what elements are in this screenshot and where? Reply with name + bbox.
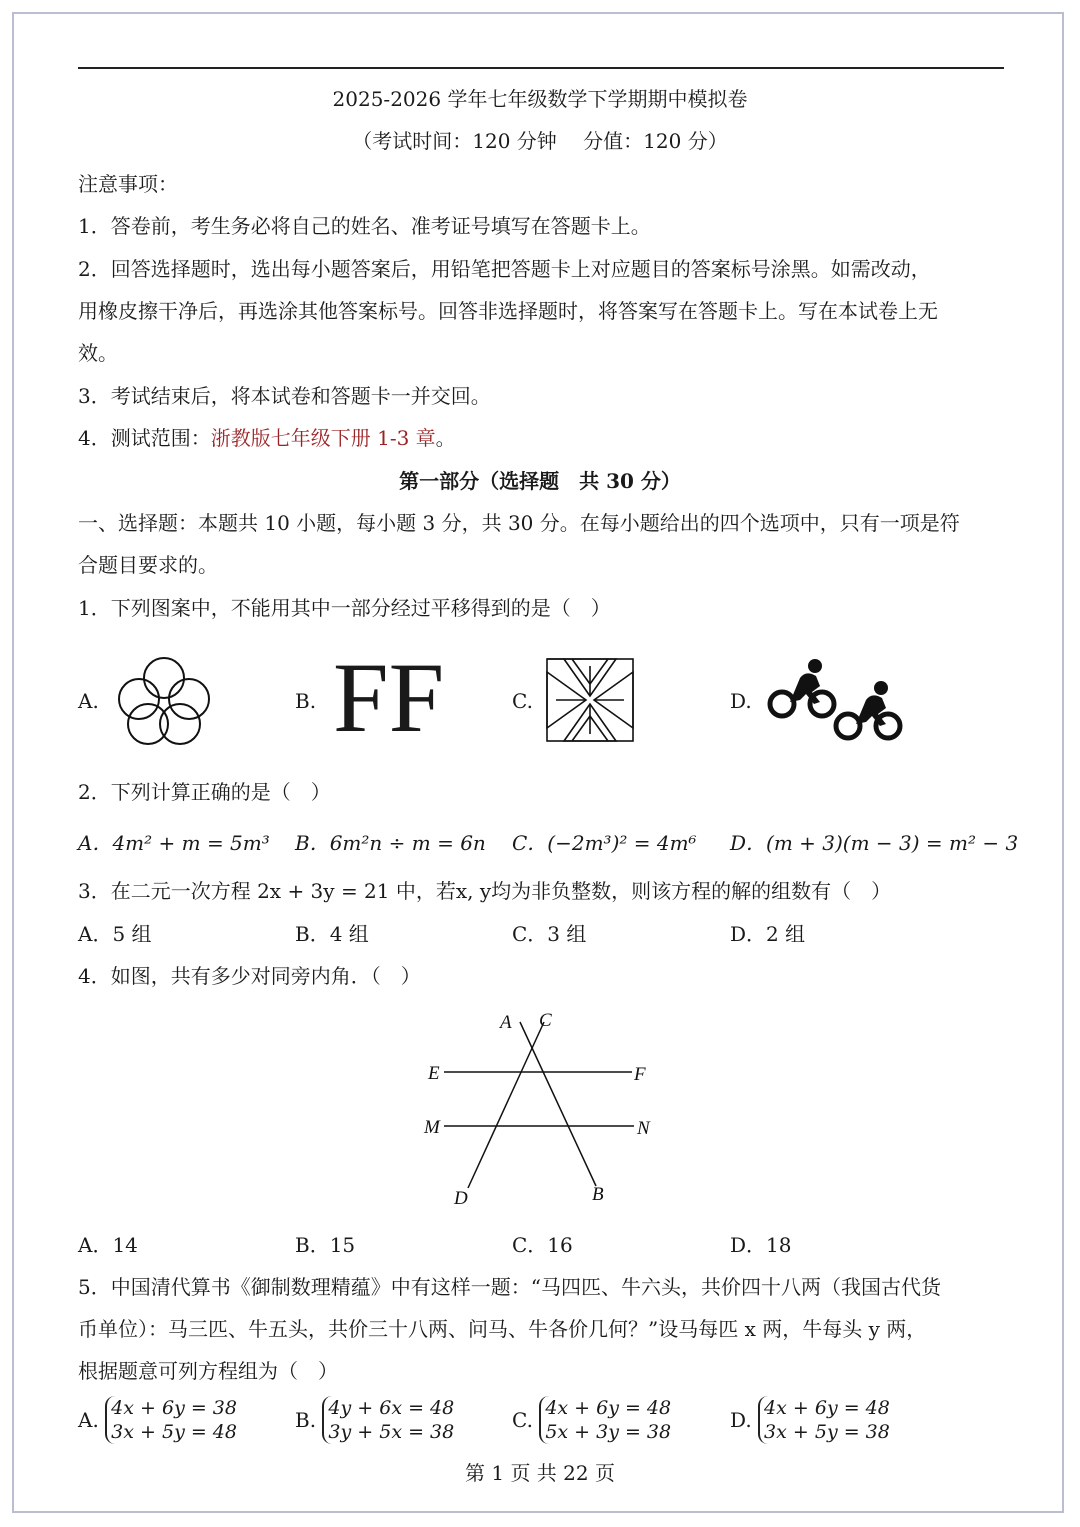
- q2-stem: 2．下列计算正确的是（ ）: [78, 780, 331, 804]
- q1-figure-a-circles: [112, 654, 216, 746]
- q4-option-b: B．15: [295, 1233, 356, 1257]
- q4-label-d: D: [454, 1188, 468, 1209]
- notice-item-2-end: 效。: [78, 341, 118, 365]
- q5-stem-3: 根据题意可列方程组为（ ）: [78, 1359, 338, 1383]
- notice-item-4-prefix: 4．测试范围：: [78, 426, 211, 450]
- part1-intro-2: 合题目要求的。: [78, 553, 218, 577]
- q5-option-c: [512, 1396, 671, 1444]
- q4-label-b: B: [592, 1184, 604, 1205]
- q5-system-c: 4x + 6y = 48 5x + 3y = 38: [539, 1396, 671, 1444]
- q1-label-d: D.: [730, 689, 752, 713]
- q1-label-b: B.: [295, 689, 317, 713]
- q2-option-d: D．(m + 3)(m − 3) = m² − 3: [730, 831, 1019, 855]
- q5-label-a: A.: [78, 1408, 99, 1432]
- q1-figure-b-ff: FF: [333, 642, 445, 753]
- header-rule: [78, 67, 1004, 69]
- notice-item-2: 2．回答选择题时，选出每小题答案后，用铅笔把答题卡上对应题目的答案标号涂黑。如需改动，: [78, 257, 931, 281]
- q3-stem: 3．在二元一次方程 2x + 3y = 21 中，若x, y均为非负整数，则该方程的解的组数有（ ）: [78, 879, 892, 903]
- q5-option-b: [295, 1396, 454, 1444]
- notice-heading: 注意事项：: [78, 172, 178, 196]
- q5-option-a: [78, 1396, 237, 1444]
- q5-label-b: B.: [295, 1408, 317, 1432]
- q1-label-c: C.: [512, 689, 533, 713]
- q1-stem: 1．下列图案中，不能用其中一部分经过平移得到的是（ ）: [78, 596, 611, 620]
- test-range: 浙教版七年级下册 1-3 章: [210, 426, 436, 450]
- q4-figure-lines: [420, 1008, 660, 1208]
- q1-label-a: A.: [78, 689, 99, 713]
- q4-label-e: E: [428, 1063, 440, 1084]
- q5-stem-2: 币单位）：马三匹、牛五头，共价三十八两、问马、牛各价几何？”设马每匹 x 两，牛每头 y 两，: [78, 1317, 927, 1341]
- notice-item-3: 3．考试结束后，将本试卷和答题卡一并交回。: [78, 384, 491, 408]
- q3-option-a: A．5 组: [78, 922, 152, 946]
- q4-option-c: C．16: [512, 1233, 573, 1257]
- q4-label-a: A: [500, 1012, 512, 1033]
- q4-label-m: M: [424, 1117, 440, 1138]
- q2-option-c: C．(−2m³)² = 4m⁶: [512, 831, 697, 855]
- q3-option-b: B．4 组: [295, 922, 369, 946]
- q5-stem-1: 5．中国清代算书《御制数理精蕴》中有这样一题：“马四匹、牛六头，共价四十八两（我国古代货: [78, 1275, 941, 1299]
- notice-item-1: 1．答卷前，考生务必将自己的姓名、准考证号填写在答题卡上。: [78, 214, 651, 238]
- q5-label-d: D.: [730, 1408, 752, 1432]
- page-number: 第 1 页 共 22 页: [465, 1461, 615, 1485]
- q5-system-d: 4x + 6y = 48 3x + 5y = 38: [758, 1396, 890, 1444]
- q2-option-a: A．4m² + m = 5m³: [78, 831, 270, 855]
- q1-figure-c-pattern: [546, 658, 634, 742]
- notice-item-4-suffix: 。: [435, 426, 456, 450]
- q5-option-d: [730, 1396, 890, 1444]
- q5-system-a: 4x + 6y = 38 3x + 5y = 48: [105, 1396, 237, 1444]
- notice-item-4: [78, 426, 456, 450]
- q4-label-f: F: [634, 1064, 646, 1085]
- part1-heading: 第一部分（选择题 共 30 分）: [399, 469, 681, 493]
- q4-label-c: C: [539, 1010, 552, 1031]
- q3-option-d: D．2 组: [730, 922, 806, 946]
- q4-stem: 4．如图，共有多少对同旁内角．（ ）: [78, 964, 421, 988]
- q5-system-b: 4y + 6x = 48 3y + 5x = 38: [322, 1396, 454, 1444]
- exam-info: （考试时间：120 分钟 分值：120 分）: [352, 129, 728, 153]
- notice-item-2-cont: 用橡皮擦干净后，再选涂其他答案标号。回答非选择题时，将答案写在答题卡上。写在本试卷上无: [78, 299, 938, 323]
- q4-label-n: N: [637, 1118, 650, 1139]
- q2-option-b: B．6m²n ÷ m = 6n: [295, 831, 486, 855]
- q1-figure-d-cyclists: [766, 656, 906, 742]
- q4-option-a: A．14: [78, 1233, 138, 1257]
- part1-intro-1: 一、选择题：本题共 10 小题，每小题 3 分，共 30 分。在每小题给出的四个选项中，只有一项是符: [78, 511, 960, 535]
- q4-option-d: D．18: [730, 1233, 792, 1257]
- page-title: 2025-2026 学年七年级数学下学期期中模拟卷: [332, 87, 748, 111]
- q5-label-c: C.: [512, 1408, 533, 1432]
- q3-option-c: C．3 组: [512, 922, 587, 946]
